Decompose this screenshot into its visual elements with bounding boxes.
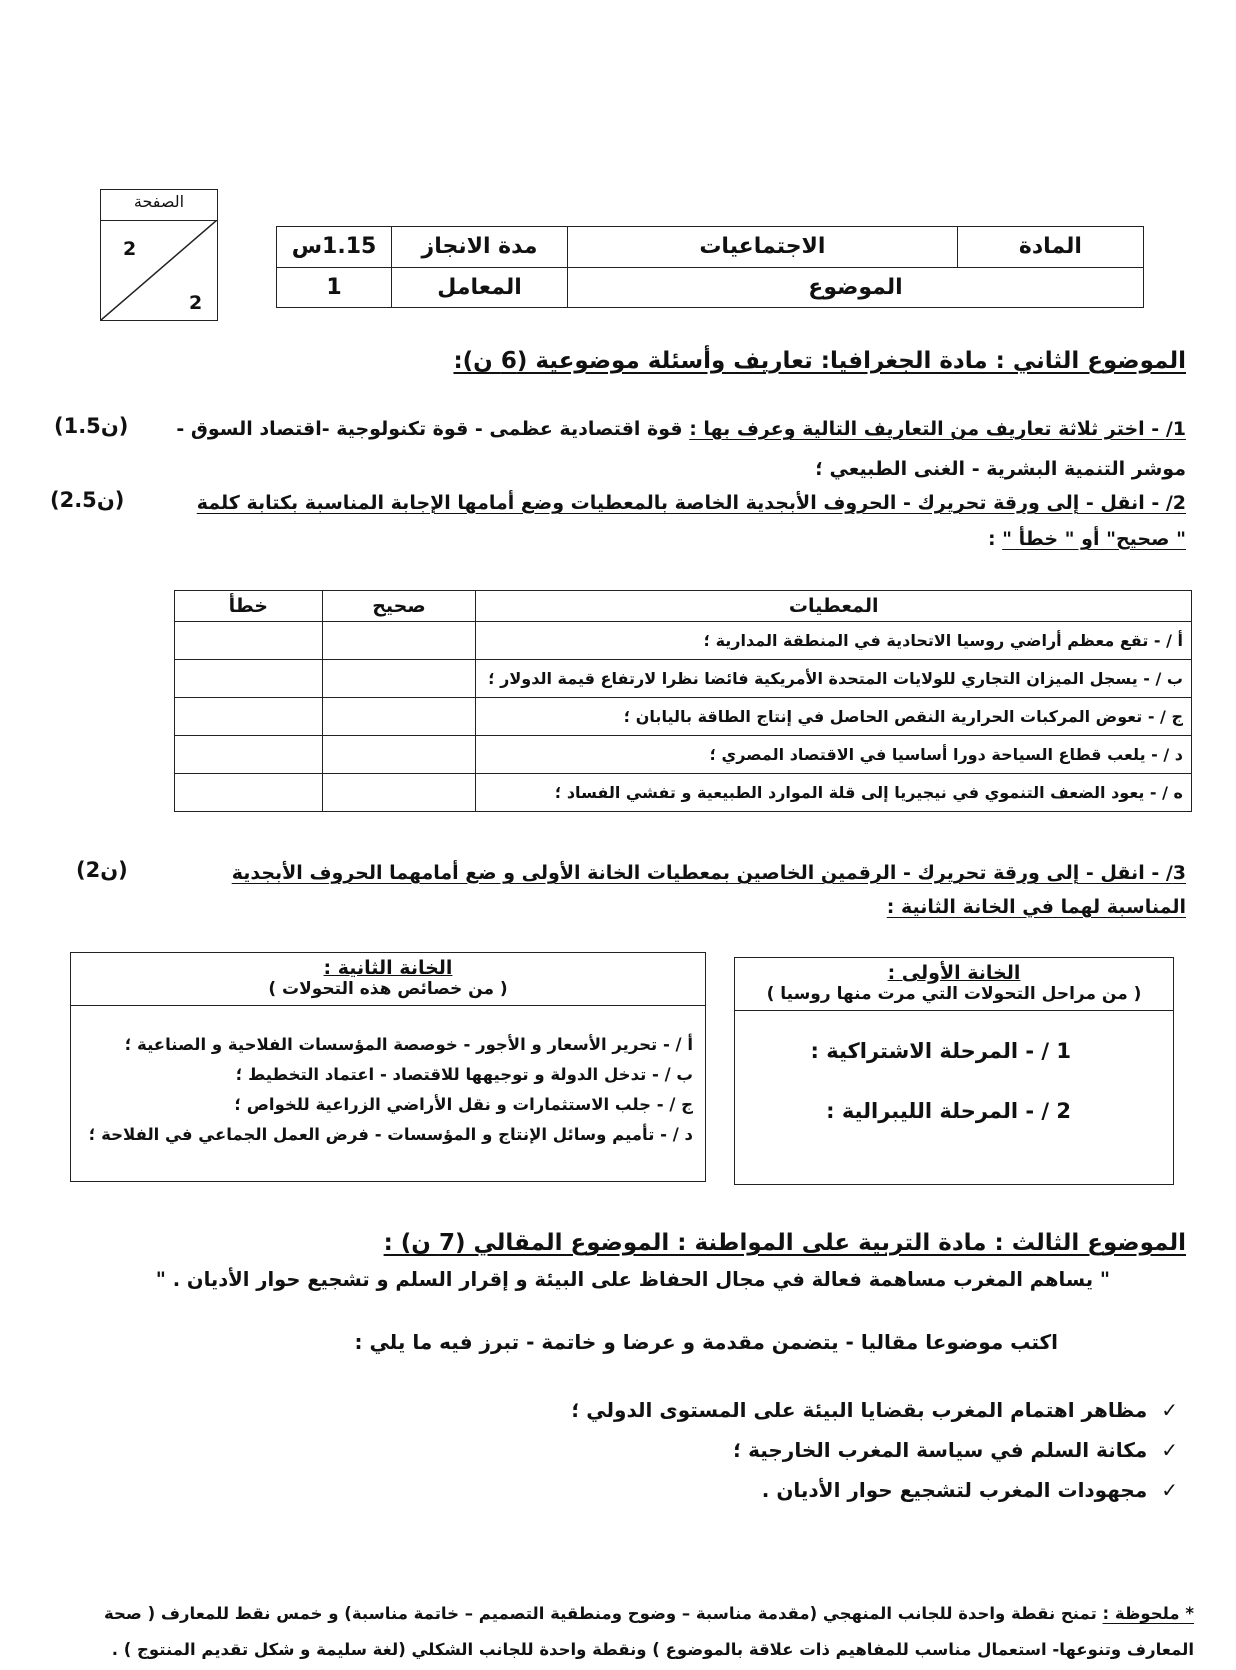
checkmark-icon: ✓ xyxy=(1161,1478,1178,1502)
topic-label: الموضوع xyxy=(568,267,1144,308)
second-box-header xyxy=(71,953,705,1006)
true-cell xyxy=(322,736,476,774)
page-number-box xyxy=(100,189,218,321)
duration-value: 1.15س xyxy=(277,227,392,268)
statement-cell: د / - يلعب قطاع السياحة دورا أساسيا في الاقتصاد المصري ؛ xyxy=(476,736,1192,774)
note-text-1: تمنح نقطة واحدة للجانب المنهجي (مقدمة مناسبة – وضوح ومنطقية التصميم – خاتمة مناسبة) و خمس نقط للمعارف ( صحة xyxy=(103,1604,1103,1623)
list-item: ج / - جلب الاستثمارات و نقل الأراضي الزراعية للخواص ؛ xyxy=(234,1095,693,1114)
note-line2: المعارف وتنوعها- استعمال مناسب للمفاهيم ذات علاقة بالموضوع ) ونقطة واحدة للجانب الشكلي (لغة سليمة و شكل تقديم المنتوج ) . xyxy=(111,1640,1194,1659)
q2-line2 xyxy=(988,528,1186,550)
false-cell xyxy=(175,660,323,698)
true-false-table xyxy=(174,590,1192,812)
true-cell xyxy=(322,622,476,660)
col-header-true: صحيح xyxy=(322,591,476,622)
list-item: د / - تأميم وسائل الإنتاج و المؤسسات - فرض العمل الجماعي في الفلاحة ؛ xyxy=(88,1125,693,1144)
checkmark-icon: ✓ xyxy=(1161,1438,1178,1462)
essay-quote: " يساهم المغرب مساهمة فعالة في مجال الحفاظ على البيئة و إقرار السلم و تشجيع حوار الأديان . " xyxy=(155,1268,1110,1291)
table-row xyxy=(175,622,1192,660)
statement-cell: ج / - تعوض المركبات الحرارية النقص الحاصل في إنتاج الطاقة باليابان ؛ xyxy=(476,698,1192,736)
page-number-total: 2 xyxy=(189,292,203,314)
false-cell xyxy=(175,698,323,736)
list-item: ب / - تدخل الدولة و توجيهها للاقتصاد - اعتماد التخطيط ؛ xyxy=(235,1065,693,1084)
q1-instruction: - اختر ثلاثة تعاريف من التعاريف التالية وعرف بها : xyxy=(689,418,1166,440)
table-row xyxy=(175,774,1192,812)
q1-number: 1/ xyxy=(1165,418,1186,440)
q1-line1 xyxy=(176,418,1186,440)
first-box-header xyxy=(735,958,1173,1011)
essay-instruction: اكتب موضوعا مقاليا - يتضمن مقدمة و عرضا و خاتمة - تبرز فيه ما يلي : xyxy=(354,1330,1058,1354)
note-line1 xyxy=(104,1604,1194,1623)
q3-line2: المناسبة لهما في الخانة الثانية : xyxy=(886,896,1186,918)
table-row xyxy=(175,660,1192,698)
true-cell xyxy=(322,660,476,698)
page-label: الصفحة xyxy=(133,192,185,211)
subject-label: المادة xyxy=(957,227,1143,268)
second-box-list xyxy=(71,1030,705,1150)
false-cell xyxy=(175,774,323,812)
list-item: 2 / - المرحلة الليبرالية : xyxy=(826,1099,1071,1123)
checkmark-icon: ✓ xyxy=(1161,1398,1178,1422)
q2-points: (2.5ن) xyxy=(50,488,125,512)
false-cell xyxy=(175,622,323,660)
coefficient-label: المعامل xyxy=(392,267,568,308)
checklist-text: مجهودات المغرب لتشجيع حوار الأديان . xyxy=(761,1478,1148,1502)
second-column-box xyxy=(70,952,706,1182)
q3-line1: 3/ - انقل - إلى ورقة تحريرك - الرقمين الخاصين بمعطيات الخانة الأولى و ضع أمامهما الحروف الأبجدية xyxy=(231,862,1186,884)
coefficient-value: 1 xyxy=(277,267,392,308)
exam-header-table xyxy=(276,226,1144,308)
q1-points: (1.5ن) xyxy=(54,414,129,438)
section3-title: الموضوع الثالث : مادة التربية على المواطنة : الموضوع المقالي (7 ن) : xyxy=(383,1230,1186,1256)
q2-colon: : xyxy=(987,528,1003,550)
second-box-subtitle: ( من خصائص هذه التحولات ) xyxy=(268,979,508,999)
note-label: * ملحوظة : xyxy=(1102,1604,1194,1623)
second-box-title: الخانة الثانية : xyxy=(323,957,453,979)
q2-true-false: " صحيح" أو " خطأ " xyxy=(1002,528,1186,550)
q3-points: (2ن) xyxy=(76,858,128,882)
q1-line2: موشر التنمية البشرية - الغنى الطبيعي ؛ xyxy=(815,458,1186,480)
q2-line1: 2/ - انقل - إلى ورقة تحريرك - الحروف الأبجدية الخاصة بالمعطيات وضع أمامها الإجابة المناسبة بكتابة كلمة xyxy=(196,492,1186,514)
statement-cell: ب / - يسجل الميزان التجاري للولايات المتحدة الأمريكية فائضا نظرا لارتفاع قيمة الدولار ؛ xyxy=(476,660,1192,698)
checklist-text: مكانة السلم في سياسة المغرب الخارجية ؛ xyxy=(733,1438,1148,1462)
subject-value: الاجتماعيات xyxy=(568,227,958,268)
first-column-box xyxy=(734,957,1174,1185)
statement-cell: ه / - يعود الضعف التنموي في نيجيريا إلى قلة الموارد الطبيعية و تفشي الفساد ؛ xyxy=(476,774,1192,812)
table-row xyxy=(175,736,1192,774)
section2-title: الموضوع الثاني : مادة الجغرافيا: تعاريف وأسئلة موضوعية (6 ن): xyxy=(453,348,1186,374)
duration-label: مدة الانجاز xyxy=(392,227,568,268)
first-box-title: الخانة الأولى : xyxy=(887,962,1021,984)
col-header-false: خطأ xyxy=(175,591,323,622)
page-number-current: 2 xyxy=(123,238,137,260)
checklist-item xyxy=(571,1398,1178,1422)
false-cell xyxy=(175,736,323,774)
list-item: 1 / - المرحلة الاشتراكية : xyxy=(810,1039,1071,1063)
checklist-item xyxy=(762,1478,1178,1502)
checklist-text: مظاهر اهتمام المغرب بقضايا البيئة على المستوى الدولي ؛ xyxy=(571,1398,1148,1422)
col-header-statements: المعطيات xyxy=(476,591,1192,622)
first-box-subtitle: ( من مراحل التحولات التي مرت منها روسيا ) xyxy=(766,984,1142,1004)
statement-cell: أ / - تقع معظم أراضي روسيا الاتحادية في المنطقة المدارية ؛ xyxy=(476,622,1192,660)
q1-terms: قوة اقتصادية عظمى - قوة تكنولوجية -اقتصاد السوق - xyxy=(176,418,690,440)
true-cell xyxy=(322,774,476,812)
table-row xyxy=(175,698,1192,736)
true-cell xyxy=(322,698,476,736)
list-item: أ / - تحرير الأسعار و الأجور - خوصصة المؤسسات الفلاحية و الصناعية ؛ xyxy=(124,1035,693,1054)
checklist-item xyxy=(733,1438,1178,1462)
